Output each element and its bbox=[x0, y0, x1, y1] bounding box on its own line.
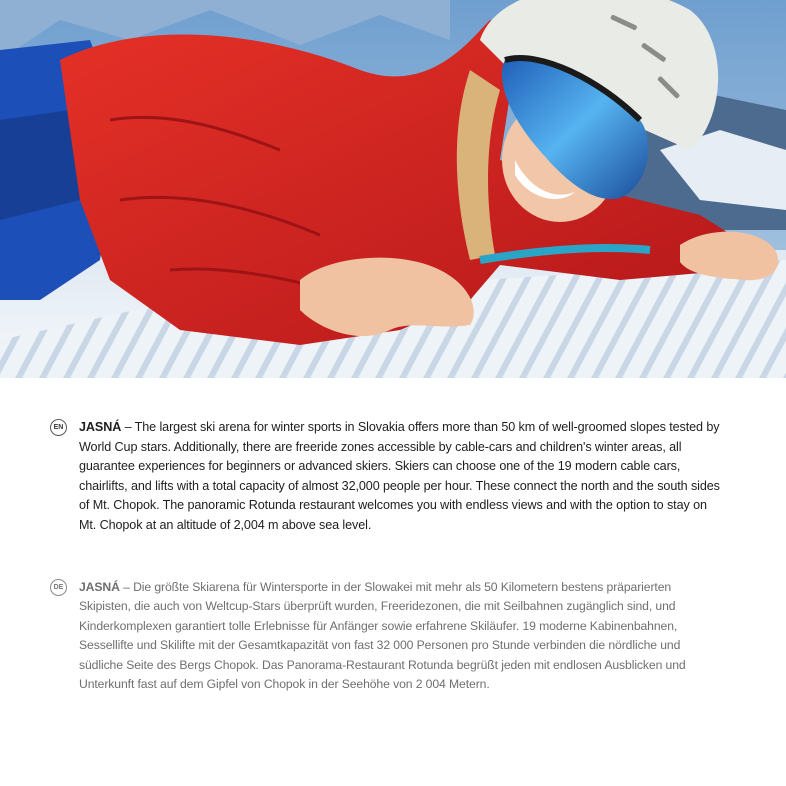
german-section bbox=[50, 578, 720, 694]
section-body: – The largest ski arena for winter sports in Slovakia offers more than 50 km of well-groomed slopes tested by World Cup stars. Additionally, there are freeride zones accessible by cable-cars and children's winter areas, all guarantee experiences for beginners or advanced skiers. Skiers can choose one of the 19 modern cable cars, chairlifts, and lifts with a total capacity of almost 32,000 people per hour. These connect the north and the south sides of Mt. Chopok. The panoramic Rotunda restaurant welcomes you with endless views and with the option to stay on Mt. Chopok at an altitude of 2,004 m above sea level. bbox=[79, 420, 720, 532]
english-paragraph bbox=[79, 418, 720, 536]
language-badge-en: EN bbox=[50, 419, 67, 436]
section-heading: JASNÁ bbox=[79, 580, 120, 594]
section-body: – Die größte Skiarena für Wintersporte in der Slowakei mit mehr als 50 Kilometern bestens präparierten Skipisten, die auch von Weltcup-Stars überprüft wurden, Freeridezonen, die mit Seilbahnen zugänglich sind, und Kinderkomplexen garantiert tolle Erlebnisse für Anfänger sowie erfahrene Skiläufer. 19 moderne Kabinenbahnen, Sessellifte und Skilifte mit der Gesamtkapazität von fast 32 000 Personen pro Stunde verbinden die nördliche und südliche Seite des Bergs Chopok. Das Panorama-Restaurant Rotunda begrüßt jeden mit endlosen Ausblicken und Unterkunft fast auf dem Gipfel von Chopok in der Seehöhe von 2 004 Metern. bbox=[79, 580, 686, 692]
skier-illustration bbox=[0, 0, 786, 378]
language-badge-de: DE bbox=[50, 579, 67, 596]
german-paragraph bbox=[79, 578, 720, 694]
section-heading: JASNÁ bbox=[79, 420, 122, 434]
hero-photo bbox=[0, 0, 786, 378]
english-section bbox=[50, 418, 720, 536]
